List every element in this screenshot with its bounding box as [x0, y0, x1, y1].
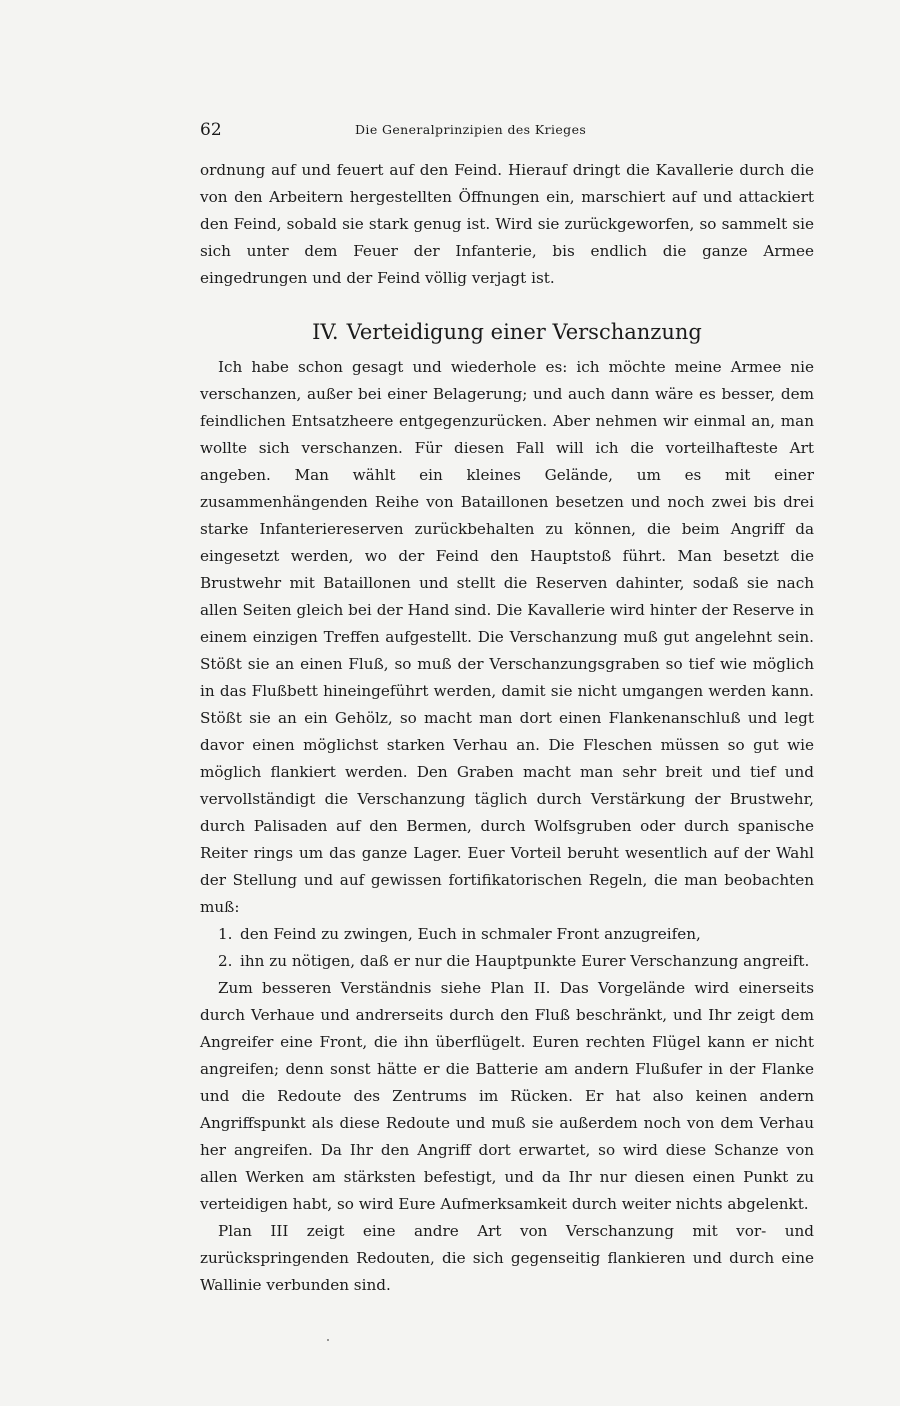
page-number: 62 — [200, 120, 222, 140]
list-item-text: ihn zu nötigen, daß er nur die Hauptpunkte Eurer Verschanzung angreift. — [240, 952, 810, 970]
list-item — [200, 921, 814, 948]
paragraph-plan-iii: Plan III zeigt eine andre Art von Verschanzung mit vor- und zurückspringenden Redouten, die sich gegenseitig flankieren und durch eine Wallinie verbunden sind. — [200, 1222, 814, 1294]
list-item-text: den Feind zu zwingen, Euch in schmaler Front anzugreifen, — [240, 925, 701, 943]
list-item — [200, 948, 814, 975]
list-marker: 2. — [218, 952, 233, 970]
paragraph-continuation: ordnung auf und feuert auf den Feind. Hierauf dringt die Kavallerie durch die von den Arbeitern hergestellten Öffnungen ein, marschiert auf und attackiert den Feind, sobald sie stark genug ist. Wird sie zurückgeworfen, so sammelt sie sich unter dem Feuer der Infanterie, bis endlich die ganze Armee eingedrungen und der Feind völlig verjagt ist. — [200, 161, 814, 287]
list-marker: 1. — [218, 925, 233, 943]
section-title: Verteidigung einer Verschanzung — [346, 320, 702, 344]
body-text — [200, 157, 814, 1299]
paper-speck — [327, 1339, 329, 1341]
section-heading — [200, 314, 814, 350]
running-header — [200, 118, 814, 142]
running-title: Die Generalprinzipien des Krieges — [355, 122, 587, 137]
section-numeral: IV. — [312, 320, 339, 344]
paragraph-intro: Ich habe schon gesagt und wiederhole es: ich möchte meine Armee nie verschanzen, außer bei einer Belagerung; und auch dann wäre es besser, dem feindlichen Entsatzheere entgegenzurücken. Aber nehmen wir einmal an, man wollte sich verschanzen. Für diesen Fall will ich die vorteilhafteste Art angeben. Man wählt ein kleines Gelände, um es mit einer zusammenhängenden Reihe von Bataillonen besetzen und noch zwei bis drei starke Infanteriereserven zurückbehalten zu können, die beim Angriff da eingesetzt werden, wo der Feind den Hauptstoß führt. Man besetzt die Brustwehr mit Bataillonen und stellt die Reserven dahinter, sodaß sie nach allen Seiten gleich bei der Hand sind. Die Kavallerie wird hinter der Reserve in einem einzigen Treffen aufgestellt. Die Verschanzung muß gut angelehnt sein. Stößt sie an einen Fluß, so muß der Verschanzungsgraben so tief wie möglich in das Flußbett hineingeführt werden, damit sie nicht umgangen werden kann. Stößt sie an ein Gehölz, so macht man dort einen Flankenanschluß und legt davor einen möglichst starken Verhau an. Die Fleschen müssen so gut wie möglich flankiert werden. Den Graben macht man sehr breit und tief und vervollständigt die Verschanzung täglich durch Verstärkung der Brustwehr, durch Palisaden auf den Bermen, durch Wolfsgruben oder durch spanische Reiter rings um das ganze Lager. Euer Vorteil beruht wesentlich auf der Wahl der Stellung und auf gewissen fortifikatorischen Regeln, die man beobachten muß: — [200, 358, 814, 916]
paragraph-plan-ii: Zum besseren Verständnis siehe Plan II. Das Vorgelände wird einerseits durch Verhaue und andrerseits durch den Fluß beschränkt, und Ihr zeigt dem Angreifer eine Front, die ihn überflügelt. Euren rechten Flügel kann er nicht angreifen; denn sonst hätte er die Batterie am andern Flußufer in der Flanke und die Redoute des Zentrums im Rücken. Er hat also keinen andern Angriffspunkt als diese Redoute und muß sie außerdem noch von dem Verhau her angreifen. Da Ihr den Angriff dort erwartet, so wird diese Schanze von allen Werken am stärksten befestigt, und da Ihr nur diesen einen Punkt zu verteidigen habt, so wird Eure Aufmerksamkeit durch weiter nichts abgelenkt. — [200, 979, 814, 1213]
